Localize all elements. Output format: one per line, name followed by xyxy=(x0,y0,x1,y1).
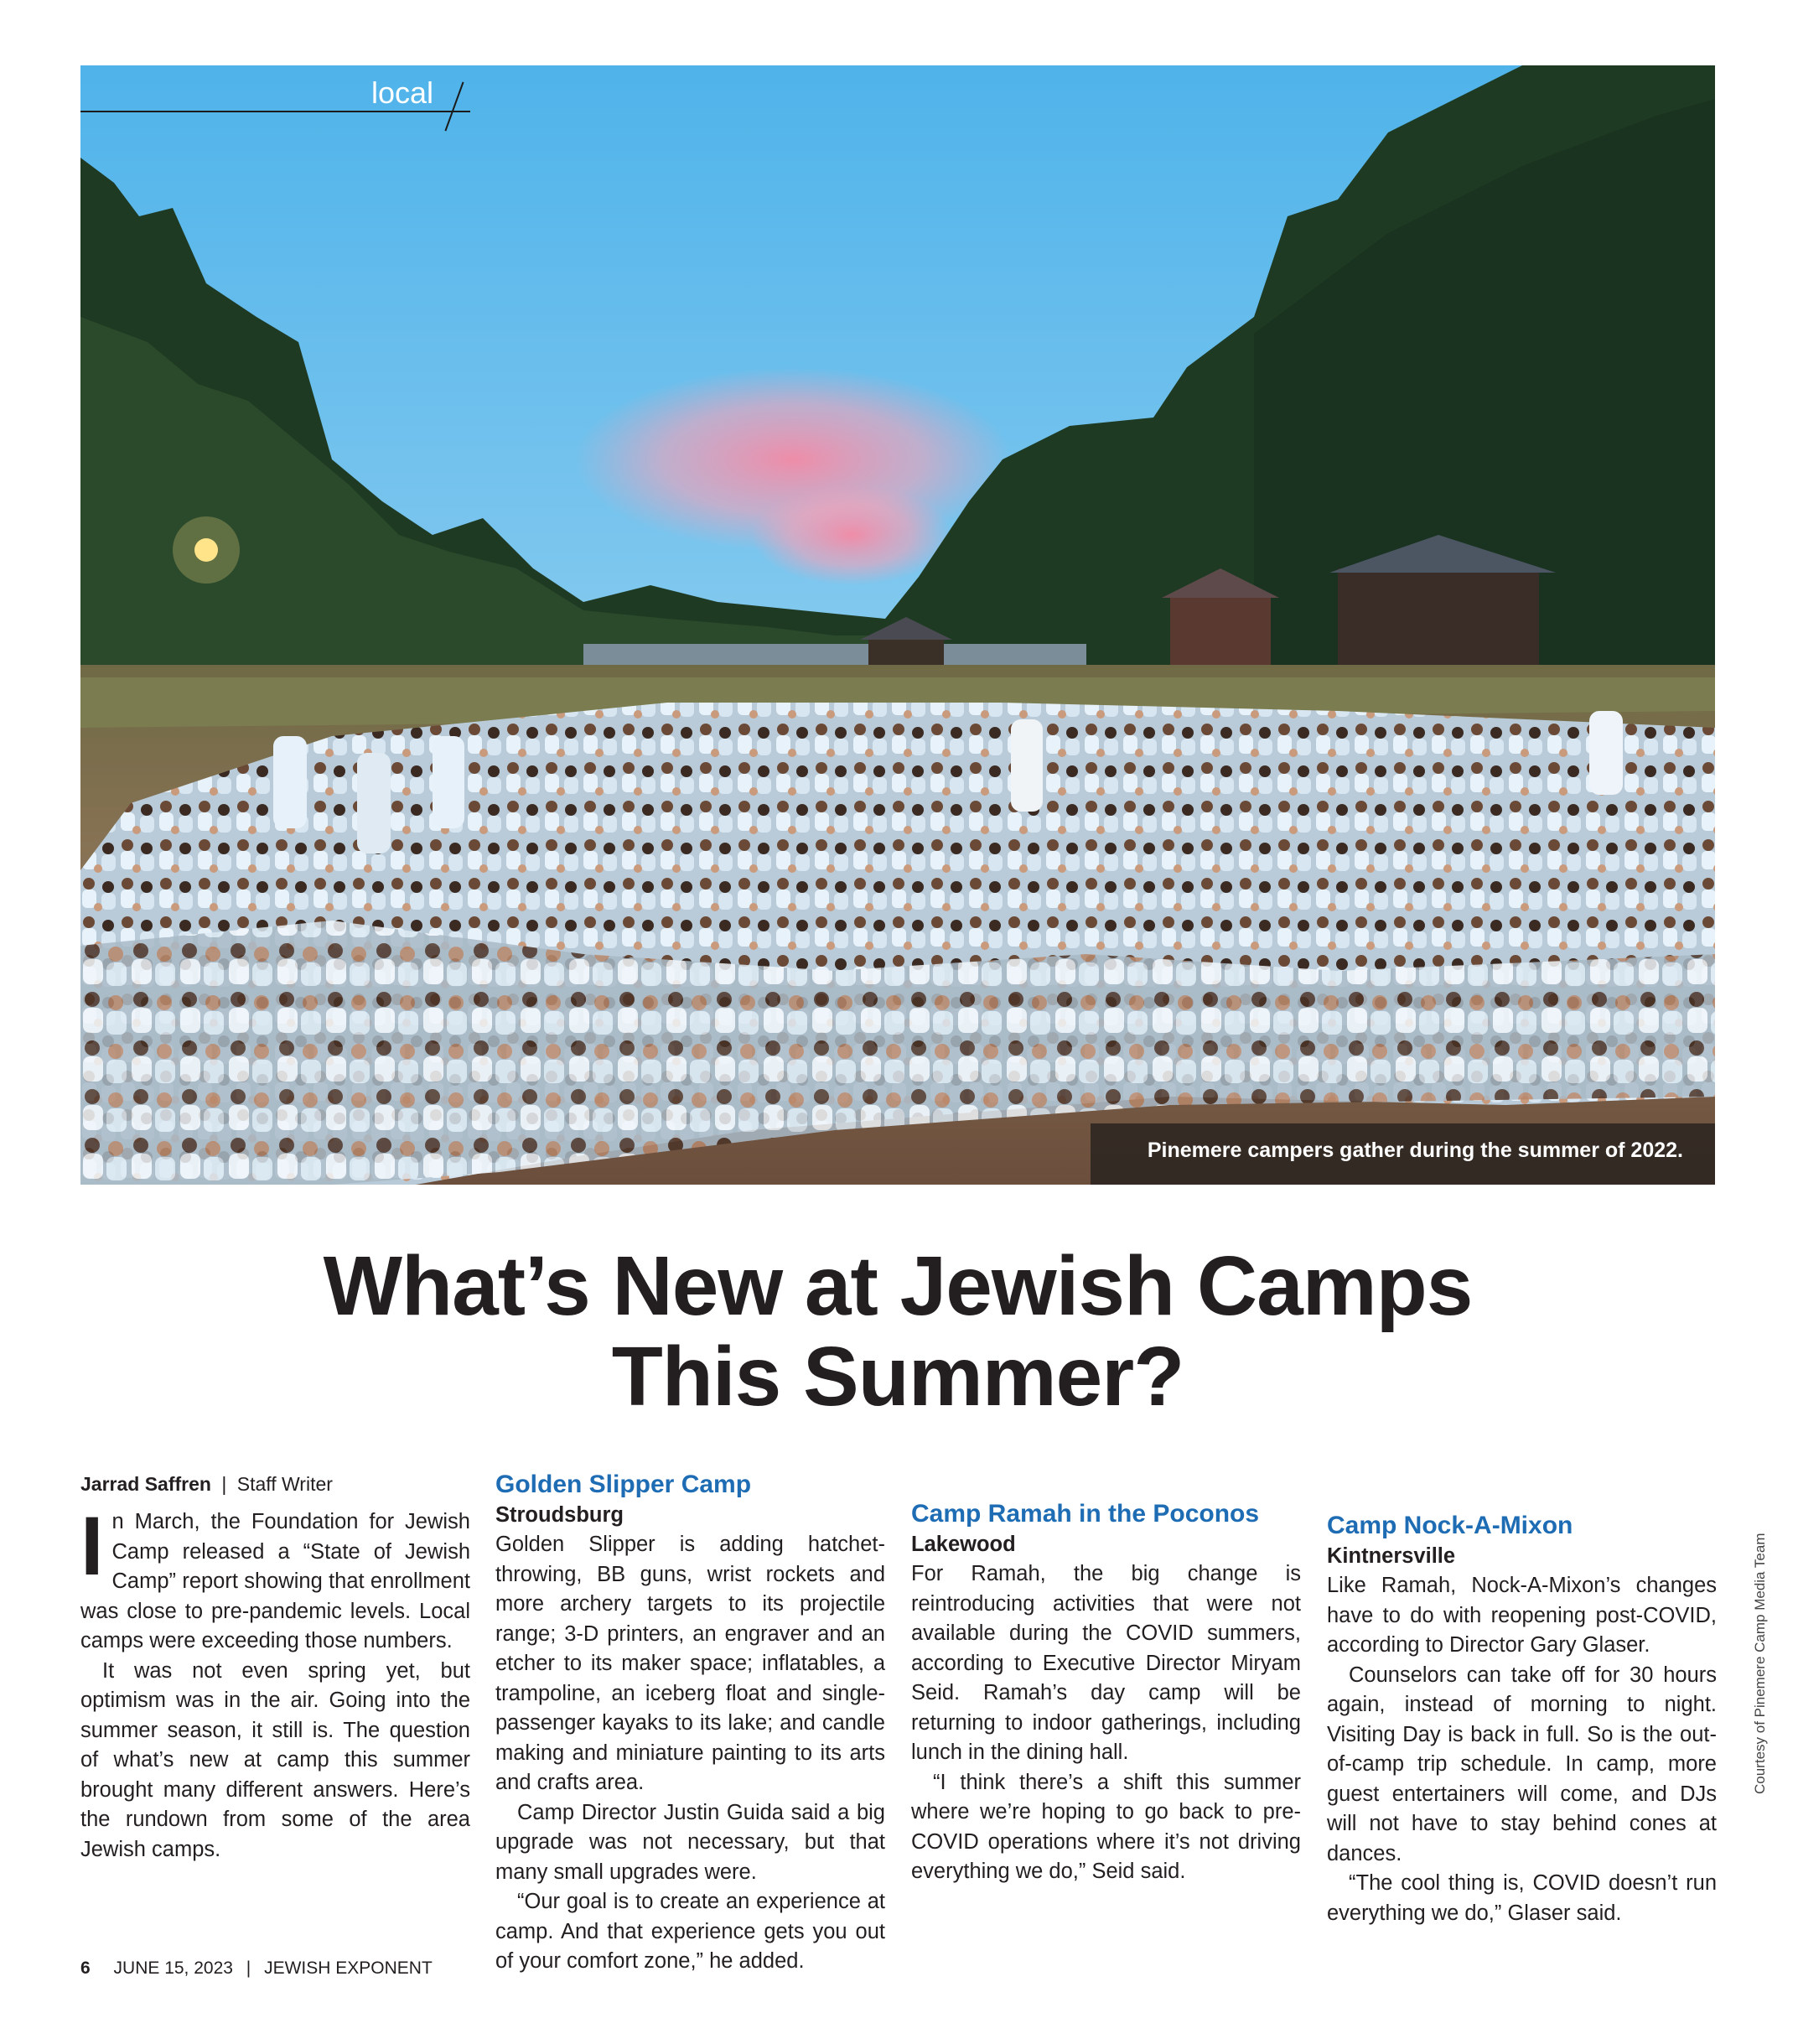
location-stroudsburg: Stroudsburg xyxy=(495,1503,624,1527)
byline-author: Jarrad Saffren xyxy=(80,1473,211,1495)
page-number: 6 xyxy=(80,1958,91,1978)
section-tag-slash xyxy=(444,82,464,132)
ramah-paragraph-2: “I think there’s a shift this summer where we’re hoping to go back to pre-COVID operations where it’s not driving everything we do,” Seid said. xyxy=(911,1770,1301,1883)
column-3 xyxy=(911,1469,1301,1887)
subhead-ramah: Camp Ramah in the Poconos xyxy=(911,1500,1260,1528)
paragraph-2: It was not even spring yet, but optimism was in the air. Going into the summer season, it still is. The question of what’s new at camp this summer brought many different answers. Here’s the rundown from some of the area Jewish camps. xyxy=(80,1658,470,1861)
column-1 xyxy=(80,1469,470,1865)
section-tag xyxy=(80,65,470,131)
photo-caption-box xyxy=(1091,1123,1715,1185)
photo-caption: Pinemere campers gather during the summer of 2022. xyxy=(1147,1139,1683,1162)
headline-line-2: This Summer? xyxy=(611,1330,1184,1424)
section-tag-rule xyxy=(80,111,470,112)
footer-separator: | xyxy=(246,1958,251,1978)
spacer xyxy=(1327,1498,1717,1510)
golden-slipper-paragraph-3: “Our goal is to create an experience at camp. And that experience gets you out of your comfort zone,” he added. xyxy=(495,1890,885,1973)
golden-slipper-paragraph-2: Camp Director Justin Guida said a big upgrade was not necessary, but that many small upgrades were. xyxy=(495,1800,885,1884)
golden-slipper-paragraph-1: Golden Slipper is adding hatchet-throwing, BB guns, wrist rockets and more archery targets to its projectile range; 3-D printers, an engraver and an etcher to its maker space; inflatables, a trampoline, an iceberg float and single-passenger kayaks to its lake; and candle making and miniature painting to its arts and crafts area. xyxy=(495,1533,885,1794)
intro-paragraph xyxy=(80,1499,470,1657)
spacer xyxy=(911,1469,1301,1498)
issue-date: JUNE 15, 2023 xyxy=(113,1958,233,1978)
subhead-golden-slipper: Golden Slipper Camp xyxy=(495,1471,752,1498)
page-footer xyxy=(80,1958,433,1979)
location-lakewood: Lakewood xyxy=(911,1533,1016,1556)
ramah-paragraph-1: For Ramah, the big change is reintroducing activities that were not available during the COVID summers, according to Executive Director Miryam Seid. Ramah’s day camp will be returning to indoor gatherings, including lunch in the dining hall. xyxy=(911,1562,1301,1764)
intro-text: n March, the Foundation for Jewish Camp released a “State of Jewish Camp” report showing that enrollment was close to pre-pandemic levels. Local camps were exceeding those numbers. xyxy=(80,1510,470,1652)
byline-separator: | xyxy=(221,1473,227,1495)
column-2 xyxy=(495,1469,885,1977)
headline-line-1: What’s New at Jewish Camps xyxy=(323,1239,1473,1333)
headline xyxy=(80,1241,1715,1422)
publication-name: JEWISH EXPONENT xyxy=(264,1958,433,1978)
nock-paragraph-1: Like Ramah, Nock-A-Mixon’s changes have to do with reopening post-COVID, according to Director Gary Glaser. xyxy=(1327,1574,1717,1657)
hero-photo xyxy=(80,65,1715,1185)
nock-paragraph-3: “The cool thing is, COVID doesn’t run everything we do,” Glaser said. xyxy=(1327,1871,1717,1925)
photo-credit: Courtesy of Pinemere Camp Media Team xyxy=(1752,1533,1768,1794)
camp-gathering-illustration xyxy=(80,65,1715,1185)
nock-paragraph-2: Counselors can take off for 30 hours again, instead of morning to night. Visiting Day is back in full. So is the out-of-camp trip schedule. In camp, more guest entertainers will come, and DJs will not have to stay behind cones at dances. xyxy=(1327,1663,1717,1865)
drop-cap: I xyxy=(80,1499,104,1592)
location-kintnersville: Kintnersville xyxy=(1327,1544,1456,1568)
column-4 xyxy=(1327,1498,1717,1928)
subhead-nock-a-mixon: Camp Nock-A-Mixon xyxy=(1327,1512,1573,1539)
byline xyxy=(80,1469,470,1499)
byline-role: Staff Writer xyxy=(236,1473,333,1495)
section-tag-label: local xyxy=(370,75,433,110)
